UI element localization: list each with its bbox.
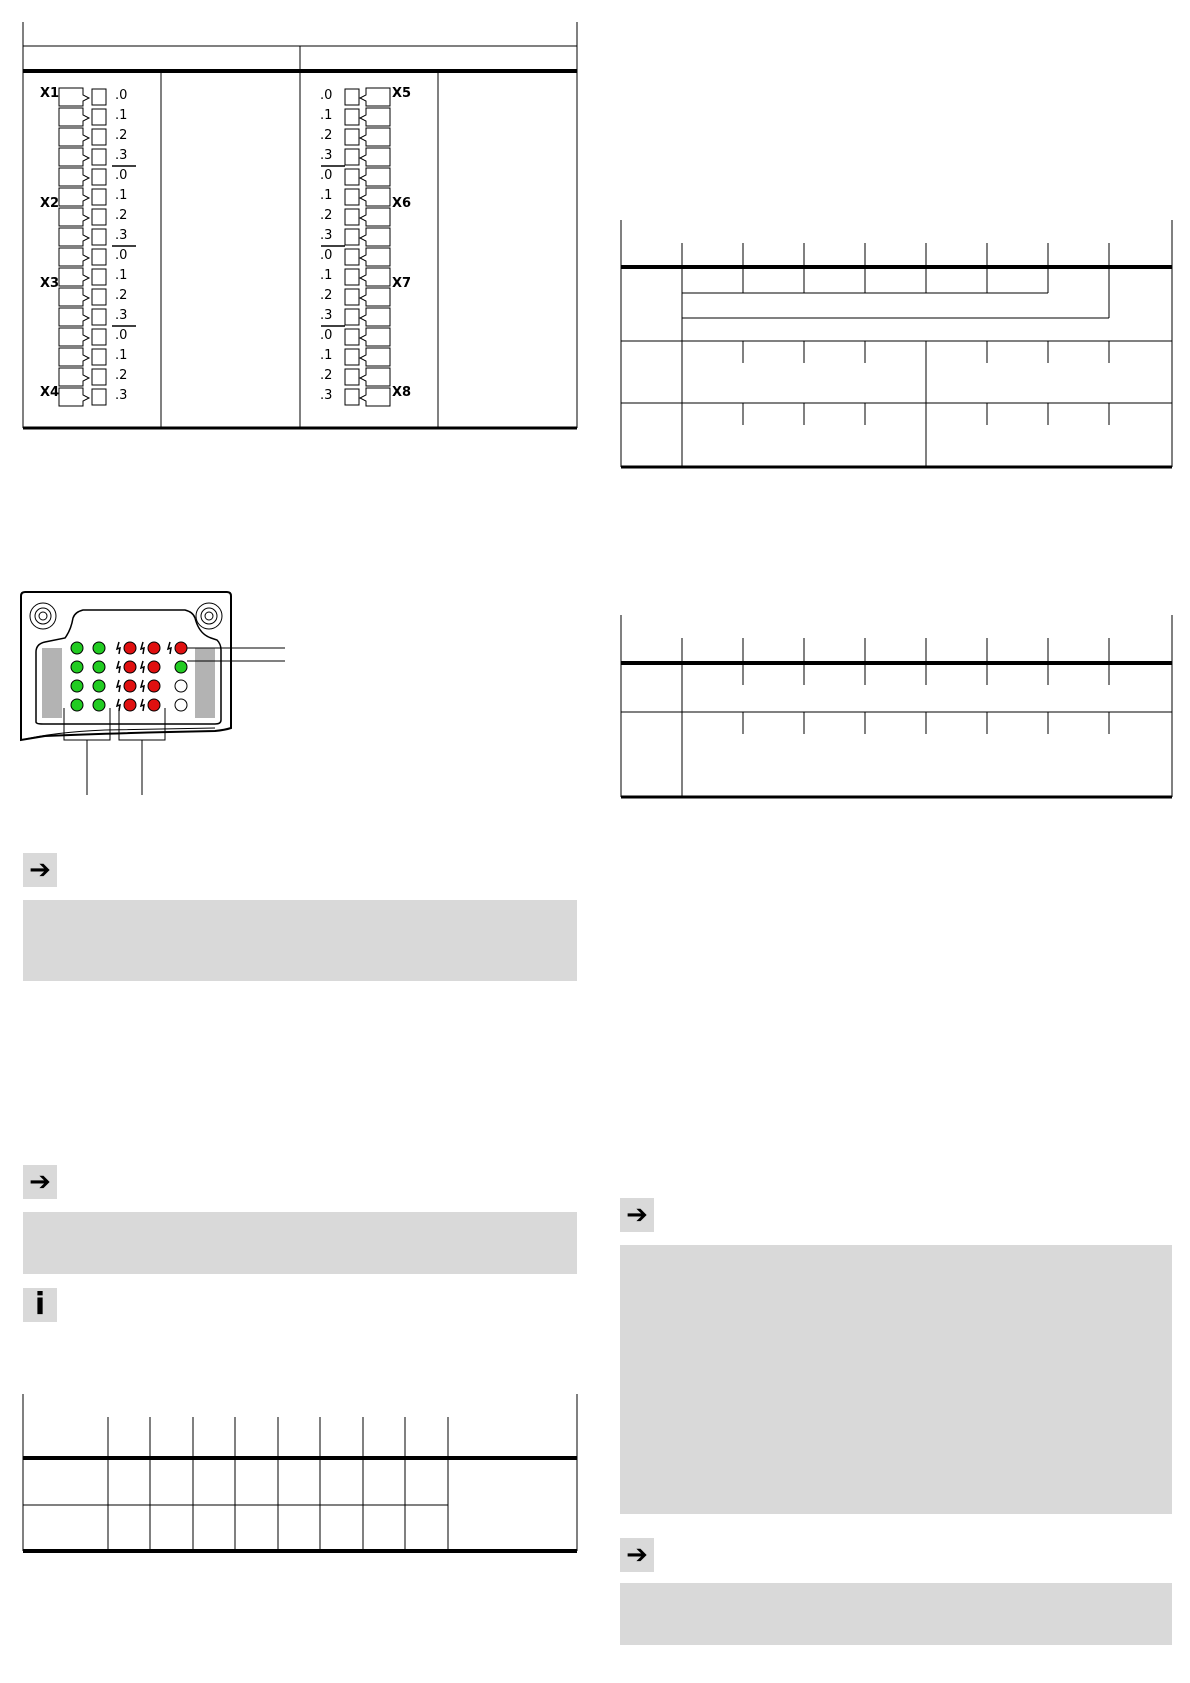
pin-label: .1 — [115, 108, 128, 123]
right-table-2 — [600, 600, 1190, 810]
terminal-clamp — [360, 208, 390, 226]
terminal-clamp — [59, 248, 89, 266]
status-led — [71, 642, 83, 654]
terminal-slot — [92, 129, 106, 145]
terminal-clamp — [59, 188, 89, 206]
terminal-slot — [345, 229, 359, 245]
connector-label-x1: X1 — [40, 86, 60, 101]
pin-label: .1 — [320, 348, 333, 363]
pin-label: .0 — [115, 88, 128, 103]
pin-label: .2 — [115, 368, 128, 383]
arrow-note-icon: ➔ — [620, 1538, 654, 1572]
pin-label: .3 — [320, 308, 333, 323]
pin-label: .0 — [115, 328, 128, 343]
status-led — [175, 699, 187, 711]
terminal-slot — [345, 189, 359, 205]
pin-label: .0 — [320, 248, 333, 263]
pin-label: .3 — [115, 228, 128, 243]
terminal-clamp — [360, 248, 390, 266]
terminal-clamp — [59, 328, 89, 346]
note-box — [620, 1583, 1172, 1645]
terminal-clamp — [360, 348, 390, 366]
pin-label: .2 — [320, 208, 333, 223]
pin-label: .0 — [320, 88, 333, 103]
terminal-slot — [92, 249, 106, 265]
terminal-clamp — [59, 348, 89, 366]
pin-label: .2 — [320, 288, 333, 303]
pin-label: .2 — [320, 128, 333, 143]
terminal-slot — [92, 329, 106, 345]
terminal-clamp — [59, 288, 89, 306]
terminal-slot — [345, 369, 359, 385]
terminal-slot — [345, 129, 359, 145]
status-led — [148, 699, 160, 711]
terminal-clamp — [59, 128, 89, 146]
pin-label: .1 — [115, 348, 128, 363]
pin-label: .1 — [320, 108, 333, 123]
terminal-clamp — [360, 288, 390, 306]
pin-assignment-table — [0, 0, 590, 440]
arrow-note-icon: ➔ — [23, 853, 57, 887]
status-led — [93, 642, 105, 654]
terminal-slot — [345, 289, 359, 305]
pin-label: .3 — [115, 308, 128, 323]
status-led — [124, 699, 136, 711]
terminal-clamp — [360, 88, 390, 106]
terminal-clamp — [59, 108, 89, 126]
pin-label: .2 — [115, 208, 128, 223]
terminal-clamp — [59, 308, 89, 326]
connector-label-x4: X4 — [40, 385, 60, 400]
status-led — [175, 680, 187, 692]
led-module-illustration — [15, 590, 305, 800]
terminal-clamp — [59, 228, 89, 246]
status-led — [175, 642, 187, 654]
status-led — [124, 661, 136, 673]
terminal-clamp — [59, 208, 89, 226]
connector-label-x2: X2 — [40, 196, 60, 211]
terminal-slot — [345, 349, 359, 365]
terminal-slot — [92, 389, 106, 405]
terminal-clamp — [59, 168, 89, 186]
terminal-clamp — [59, 88, 89, 106]
pin-label: .3 — [115, 148, 128, 163]
connector-label-x3: X3 — [40, 276, 60, 291]
status-led — [71, 680, 83, 692]
terminal-clamp — [59, 368, 89, 386]
pin-label: .3 — [115, 388, 128, 403]
pin-label: .2 — [115, 128, 128, 143]
pin-label: .1 — [115, 268, 128, 283]
terminal-slot — [92, 289, 106, 305]
terminal-slot — [92, 309, 106, 325]
status-led — [148, 661, 160, 673]
arrow-note-icon: ➔ — [23, 1165, 57, 1199]
terminal-clamp — [360, 328, 390, 346]
terminal-slot — [345, 169, 359, 185]
terminal-clamp — [59, 388, 89, 406]
terminal-slot — [345, 89, 359, 105]
note-box — [620, 1245, 1172, 1514]
terminal-slot — [345, 249, 359, 265]
terminal-clamp — [360, 188, 390, 206]
status-led — [124, 680, 136, 692]
terminal-slot — [345, 389, 359, 405]
pin-label: .2 — [320, 368, 333, 383]
terminal-slot — [345, 269, 359, 285]
status-led — [148, 680, 160, 692]
terminal-slot — [92, 369, 106, 385]
connector-label-x7: X7 — [392, 276, 412, 291]
terminal-slot — [92, 149, 106, 165]
arrow-note-icon: ➔ — [620, 1198, 654, 1232]
pin-label: .1 — [320, 268, 333, 283]
note-box — [23, 1212, 577, 1274]
terminal-clamp — [360, 128, 390, 146]
pin-label: .2 — [115, 288, 128, 303]
status-led — [175, 661, 187, 673]
status-led — [124, 642, 136, 654]
terminal-clamp — [360, 268, 390, 286]
terminal-clamp — [360, 148, 390, 166]
connector-label-x5: X5 — [392, 86, 412, 101]
pin-label: .3 — [320, 228, 333, 243]
terminal-clamp — [360, 368, 390, 386]
status-led — [148, 642, 160, 654]
terminal-slot — [92, 169, 106, 185]
status-led — [93, 680, 105, 692]
terminal-slot — [92, 269, 106, 285]
note-box — [23, 900, 577, 981]
terminal-clamp — [360, 388, 390, 406]
bottom-left-table — [0, 1380, 590, 1560]
status-led — [71, 661, 83, 673]
terminal-clamp — [360, 168, 390, 186]
terminal-slot — [345, 209, 359, 225]
status-led — [93, 661, 105, 673]
right-table-1 — [600, 200, 1190, 480]
pin-label: .0 — [320, 328, 333, 343]
pin-label: .3 — [320, 388, 333, 403]
info-note-icon: i — [23, 1288, 57, 1322]
terminal-clamp — [59, 268, 89, 286]
status-led — [93, 699, 105, 711]
terminal-slot — [345, 329, 359, 345]
terminal-clamp — [360, 308, 390, 326]
terminal-slot — [345, 309, 359, 325]
pin-label: .3 — [320, 148, 333, 163]
terminal-slot — [345, 109, 359, 125]
terminal-clamp — [360, 108, 390, 126]
pin-label: .0 — [115, 168, 128, 183]
connector-label-x8: X8 — [392, 385, 412, 400]
connector-label-x6: X6 — [392, 196, 412, 211]
pin-label: .0 — [115, 248, 128, 263]
pin-label: .1 — [115, 188, 128, 203]
terminal-slot — [92, 189, 106, 205]
terminal-slot — [92, 349, 106, 365]
terminal-slot — [345, 149, 359, 165]
terminal-slot — [92, 209, 106, 225]
status-led — [71, 699, 83, 711]
terminal-clamp — [360, 228, 390, 246]
pin-label: .0 — [320, 168, 333, 183]
terminal-slot — [92, 229, 106, 245]
terminal-slot — [92, 89, 106, 105]
pin-label: .1 — [320, 188, 333, 203]
terminal-slot — [92, 109, 106, 125]
terminal-clamp — [59, 148, 89, 166]
